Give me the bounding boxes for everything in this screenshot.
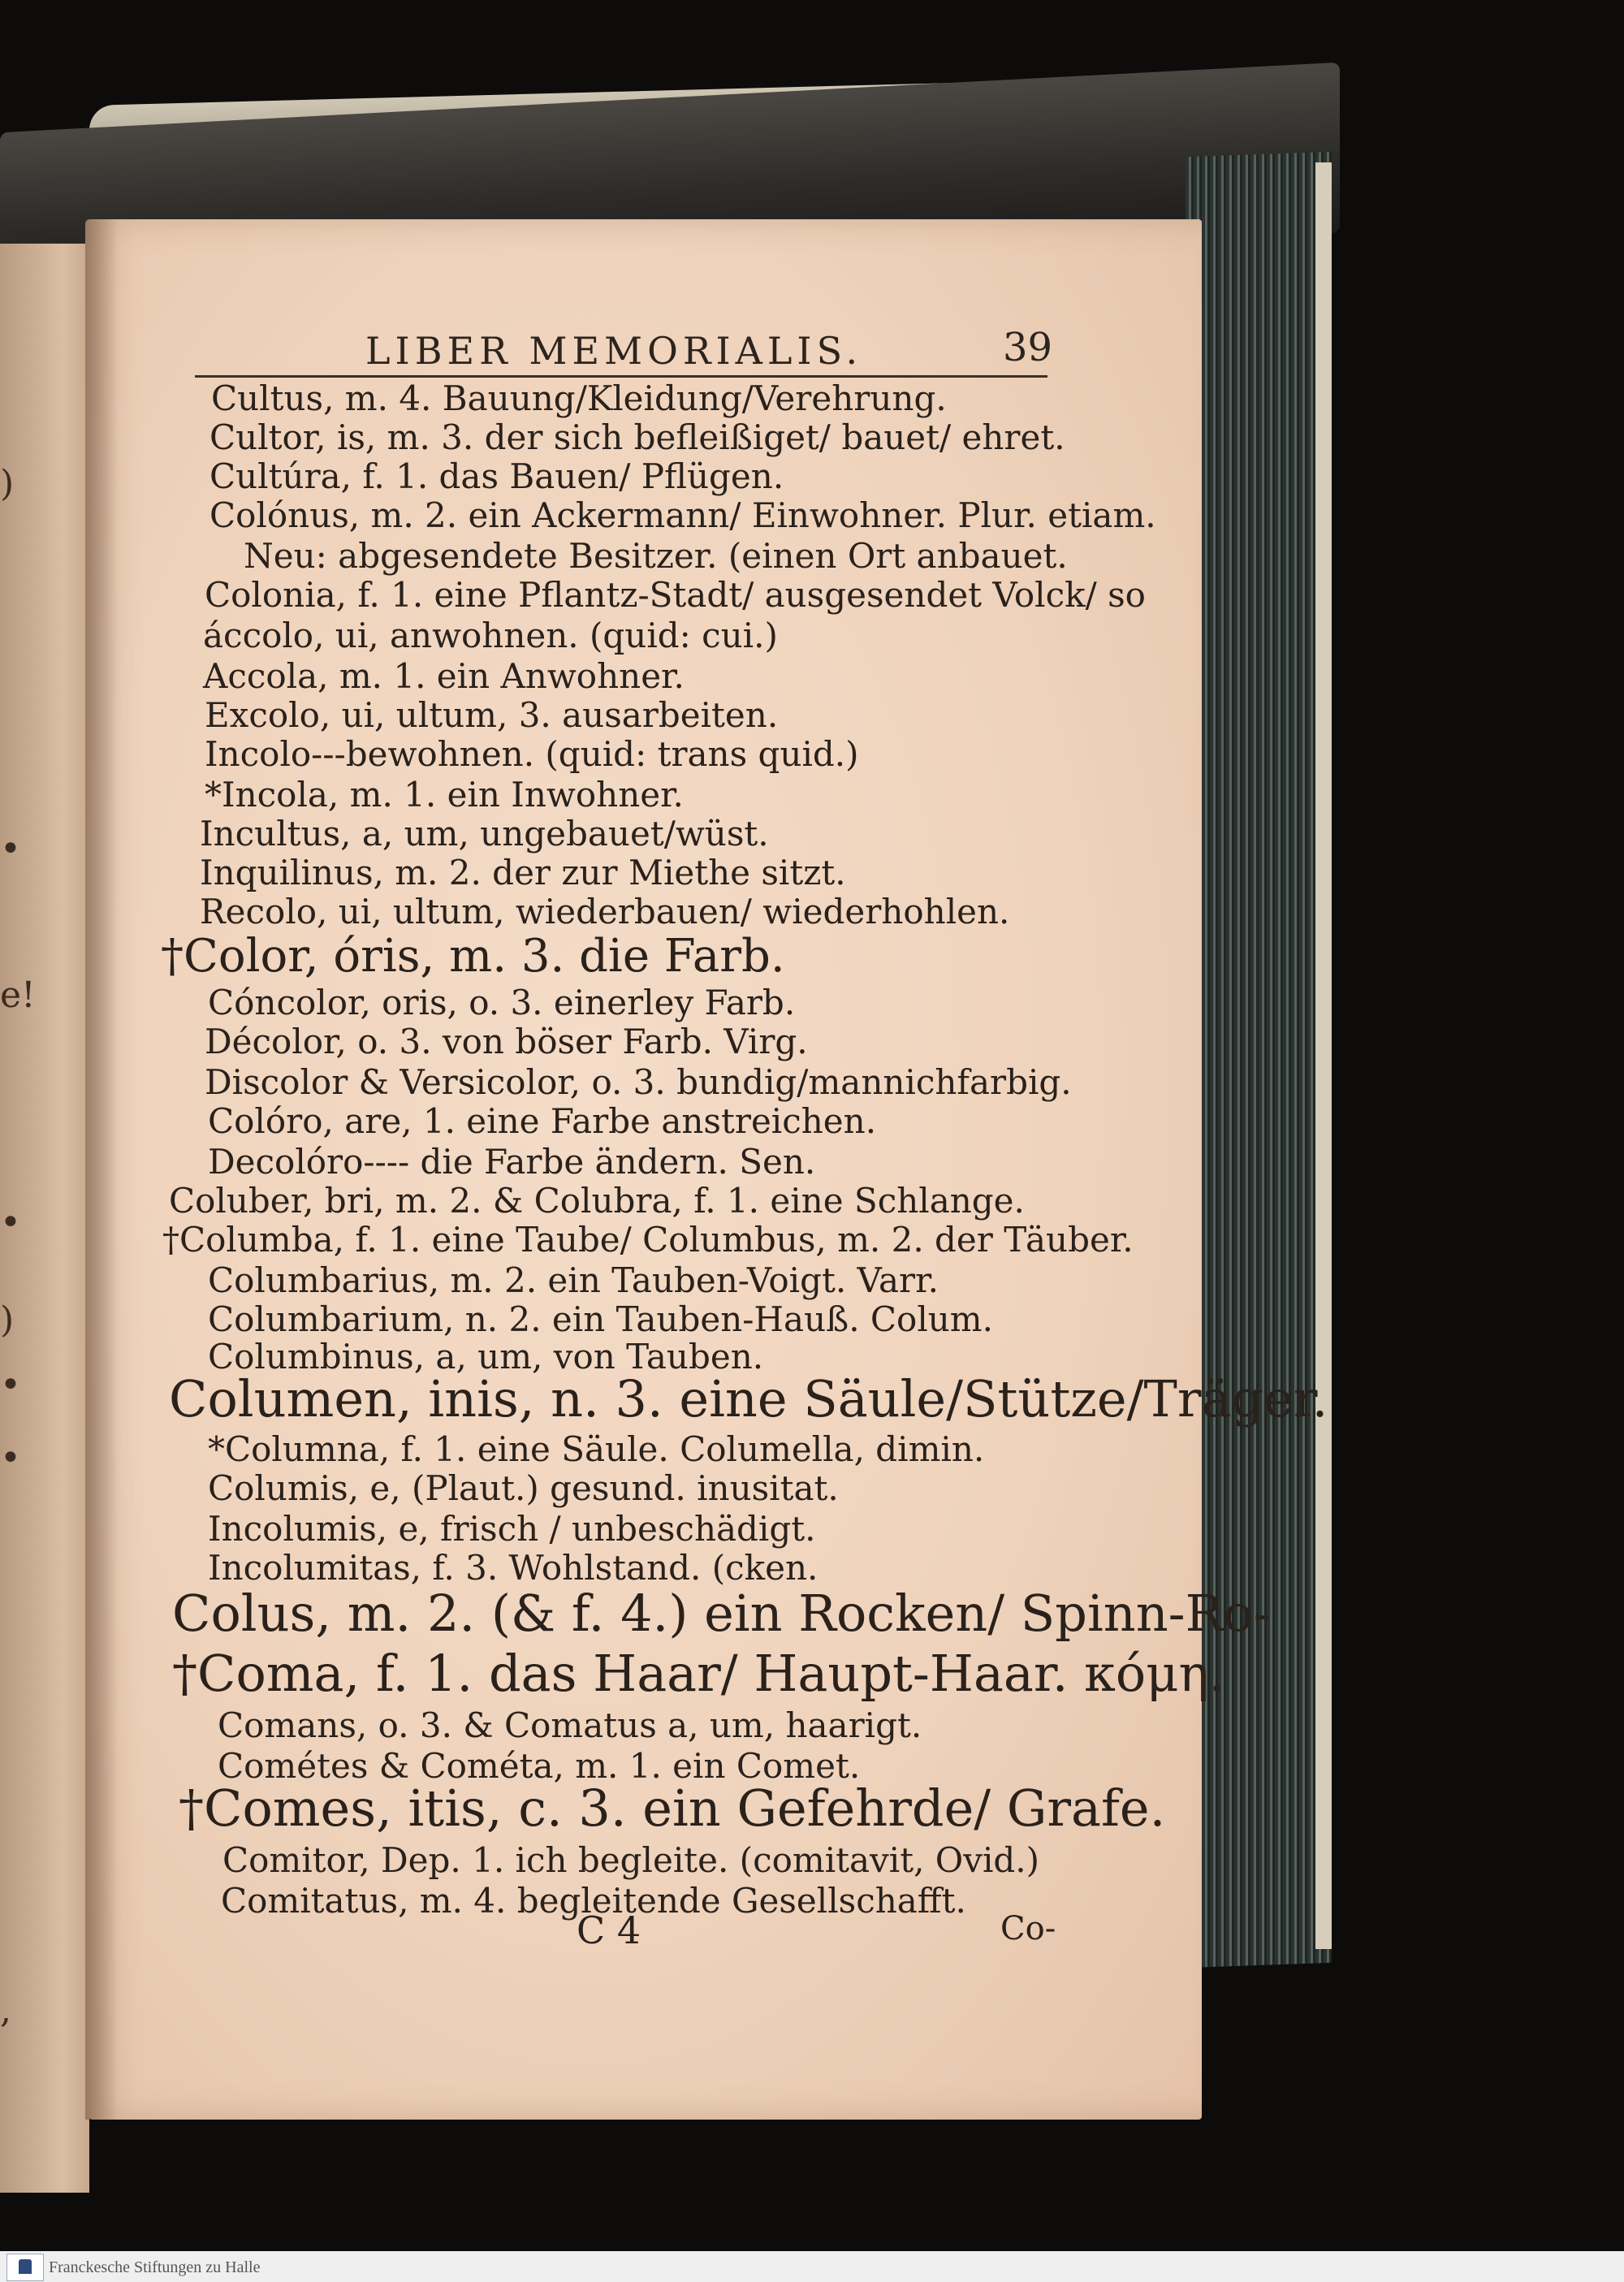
page-number: 39 [1003, 325, 1053, 370]
dictionary-entry: Comans, o. 3. & Comatus a, um, haarigt. [218, 1705, 922, 1745]
dictionary-entry: Décolor, o. 3. von böser Farb. Virg. [205, 1022, 808, 1061]
dictionary-entry: Cóncolor, oris, o. 3. einerley Farb. [208, 983, 796, 1022]
dictionary-entry: Cultor, is, m. 3. der sich befleißiget/ bauet/ ehret. [209, 417, 1065, 457]
dictionary-entry: Colóro, are, 1. eine Farbe anstreichen. [208, 1101, 877, 1141]
margin-mark: , [0, 1990, 11, 2031]
footer-bar [0, 2251, 1624, 2282]
margin-mark: • [0, 828, 21, 870]
institution-name: Franckesche Stiftungen zu Halle [49, 2258, 261, 2276]
dictionary-entry: Colonia, f. 1. eine Pflantz-Stadt/ ausgesendet Volck/ so [205, 575, 1146, 615]
dictionary-entry: Columis, e, (Plaut.) gesund. inusitat. [208, 1468, 839, 1508]
dictionary-entry: Cultus, m. 4. Bauung/Kleidung/Verehrung. [211, 378, 947, 418]
left-page-edge [0, 244, 89, 2193]
margin-mark: ) [0, 463, 15, 504]
dictionary-entry: †Comes, itis, c. 3. ein Gefehrde/ Grafe. [179, 1778, 1166, 1838]
dictionary-entry: †Coma, f. 1. das Haar/ Haupt-Haar. κόμη. [172, 1644, 1225, 1703]
dictionary-entry: Coluber, bri, m. 2. & Colubra, f. 1. eine Schlange. [169, 1181, 1025, 1221]
header-rule [195, 375, 1047, 378]
running-head: LIBER MEMORIALIS. [365, 329, 863, 373]
dictionary-entry: Colus, m. 2. (& f. 4.) ein Rocken/ Spinn-Ro- [172, 1584, 1271, 1643]
dictionary-entry: Incolumis, e, frisch / unbeschädigt. [208, 1509, 816, 1549]
margin-mark: • [0, 1437, 21, 1479]
dictionary-entry: Excolo, ui, ultum, 3. ausarbeiten. [205, 695, 779, 735]
margin-mark: • [0, 1202, 21, 1243]
dictionary-entry: Discolor & Versicolor, o. 3. bundig/mannichfarbig. [205, 1062, 1072, 1102]
dictionary-entry: Accola, m. 1. ein Anwohner. [203, 656, 685, 696]
institution-logo-icon [6, 2254, 44, 2281]
margin-mark: ) [0, 1299, 15, 1341]
dictionary-entry: Columbinus, a, um, von Tauben. [208, 1337, 764, 1377]
dictionary-entry: Cométes & Cométa, m. 1. ein Comet. [218, 1746, 861, 1786]
dictionary-entry: Inquilinus, m. 2. der zur Miethe sitzt. [200, 853, 846, 892]
page-gutter-shadow [85, 219, 118, 2120]
dictionary-entry: Comitatus, m. 4. begleitende Gesellschafft. [221, 1881, 966, 1921]
dictionary-entry: Decolóro---- die Farbe ändern. Sen. [208, 1142, 816, 1182]
signature-mark: C 4 [577, 1908, 641, 1952]
dictionary-entry: Columbarium, n. 2. ein Tauben-Hauß. Colum. [208, 1299, 993, 1339]
fore-edge [1315, 162, 1332, 1949]
catchword: Co- [1000, 1910, 1056, 1947]
dictionary-entry: Colónus, m. 2. ein Ackermann/ Einwohner. Plur. etiam. [209, 495, 1156, 535]
dictionary-entry: †Color, óris, m. 3. die Farb. [161, 930, 785, 983]
dictionary-entry: *Incola, m. 1. ein Inwohner. [205, 775, 684, 815]
dictionary-entry: Neu: abgesendete Besitzer. (einen Ort anbauet. [244, 536, 1068, 576]
dictionary-entry: Incolumitas, f. 3. Wohlstand. (cken. [208, 1548, 818, 1588]
dictionary-entry: Recolo, ui, ultum, wiederbauen/ wiederhohlen. [200, 892, 1010, 931]
dictionary-entry: Columen, inis, n. 3. eine Säule/Stütze/Träger. [169, 1369, 1328, 1428]
margin-mark: • [0, 1364, 21, 1406]
dictionary-entry: Cultúra, f. 1. das Bauen/ Pflügen. [209, 456, 784, 496]
dictionary-entry: Columbarius, m. 2. ein Tauben-Voigt. Varr. [208, 1260, 939, 1300]
dictionary-entry: Incolo---bewohnen. (quid: trans quid.) [205, 734, 859, 774]
dictionary-entry: áccolo, ui, anwohnen. (quid: cui.) [203, 616, 778, 655]
margin-mark: e! [0, 975, 36, 1016]
dictionary-entry: Comitor, Dep. 1. ich begleite. (comitavit, Ovid.) [222, 1840, 1040, 1880]
dictionary-entry: †Columba, f. 1. eine Taube/ Columbus, m. 2. der Täuber. [162, 1220, 1134, 1260]
dictionary-entry: *Columna, f. 1. eine Säule. Columella, dimin. [208, 1429, 985, 1469]
dictionary-entry: Incultus, a, um, ungebauet/wüst. [200, 814, 769, 854]
